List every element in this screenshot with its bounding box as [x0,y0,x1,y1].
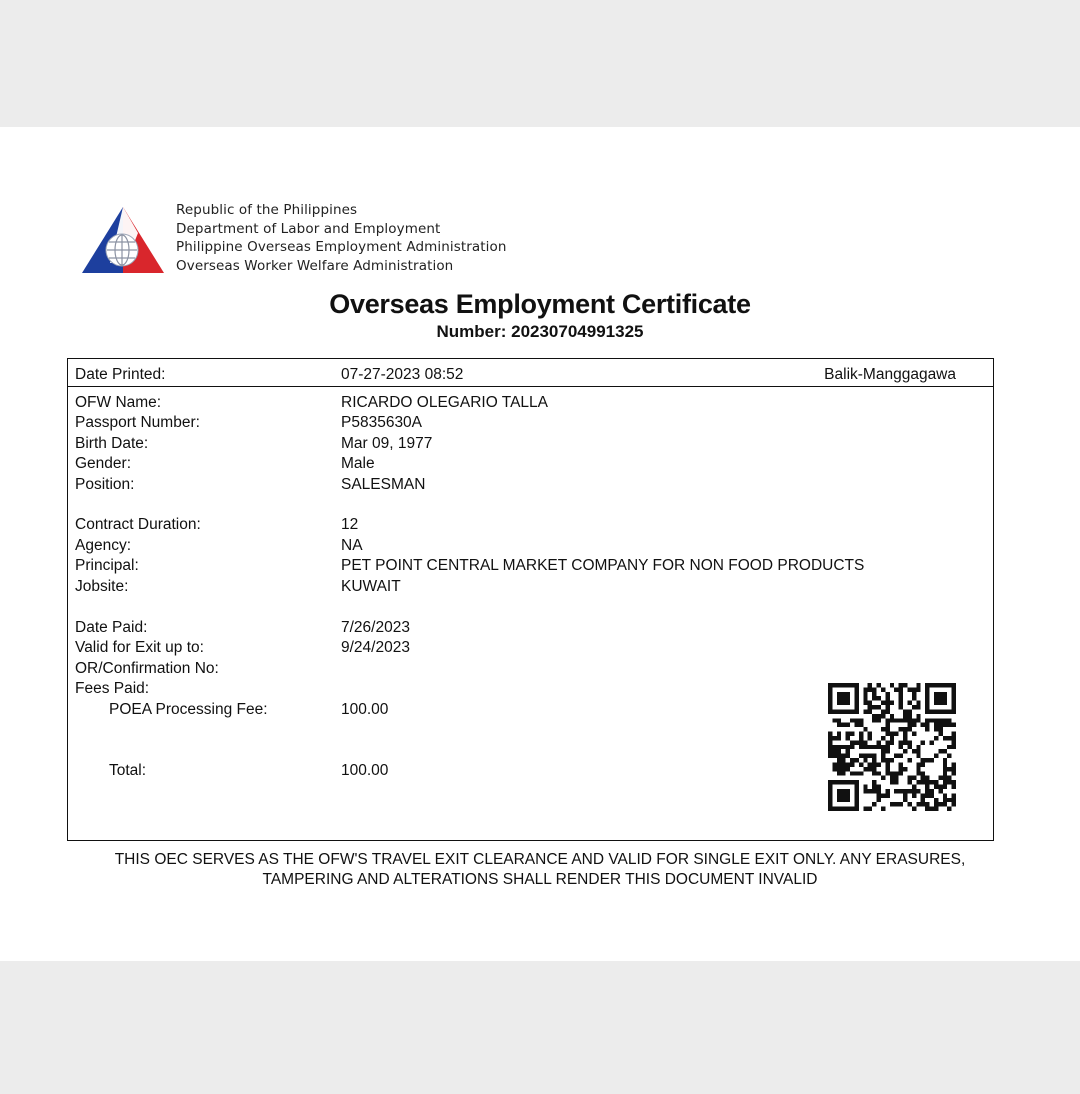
certificate-details-box [67,358,994,841]
field-value: PET POINT CENTRAL MARKET COMPANY FOR NON FOOD PRODUCTS [341,557,865,574]
field-label: POEA Processing Fee: [109,701,268,718]
agency-line: Philippine Overseas Employment Administration [176,239,507,255]
notice-line: TAMPERING AND ALTERATIONS SHALL RENDER THIS DOCUMENT INVALID [262,871,818,888]
field-label: Jobsite: [75,578,129,595]
validity-notice [60,850,1020,890]
field-row-jobsite [68,578,993,598]
field-value: NA [341,537,363,554]
field-value: 100.00 [341,701,389,718]
field-label: Position: [75,476,135,493]
field-row-agency [68,537,993,557]
field-label: Principal: [75,557,139,574]
field-value: 7/26/2023 [341,619,410,636]
field-row-ofw-name [68,394,993,414]
field-value: Mar 09, 1977 [341,435,433,452]
certificate-number: Number: 20230704991325 [436,322,644,341]
field-value: 100.00 [341,762,389,779]
field-label: Contract Duration: [75,516,201,533]
field-label: Agency: [75,537,132,554]
field-row-or-confirmation [68,660,993,680]
date-printed-label: Date Printed: [75,366,166,383]
field-label: Gender: [75,455,132,472]
field-row-passport [68,414,993,434]
field-row-position [68,476,993,496]
field-row-valid-exit [68,639,993,659]
agency-line: Department of Labor and Employment [176,220,441,237]
field-row-principal [68,557,993,577]
field-label: Passport Number: [75,414,200,431]
field-label: Valid for Exit up to: [75,639,204,656]
field-value: P5835630A [341,414,423,431]
field-row-date-paid [68,619,993,639]
field-value: SALESMAN [341,476,426,493]
field-label: Date Paid: [75,619,148,636]
field-value: KUWAIT [341,578,401,595]
field-label: OFW Name: [75,394,162,411]
agency-line: Republic of the Philippines [176,202,358,218]
field-row-birth-date [68,435,993,455]
field-row-contract-duration [68,516,993,536]
field-label: Birth Date: [75,435,149,452]
agency-line: Overseas Worker Welfare Administration [176,257,454,274]
field-label: Total: [109,762,147,779]
date-printed-value: 07-27-2023 08:52 [341,366,464,383]
field-label: OR/Confirmation No: [75,660,219,677]
qr-code-icon [828,683,956,811]
field-row-gender [68,455,993,475]
field-value: 9/24/2023 [341,639,410,656]
worker-category: Balik-Manggagawa [824,366,956,383]
field-label: Fees Paid: [75,680,150,697]
dole-logo-icon [80,205,166,275]
certificate-title: Overseas Employment Certificate [329,289,751,319]
field-value: RICARDO OLEGARIO TALLA [341,394,549,411]
notice-line: THIS OEC SERVES AS THE OFW'S TRAVEL EXIT CLEARANCE AND VALID FOR SINGLE EXIT ONLY. ANY ERASURES, [114,851,966,868]
field-value: 12 [341,516,359,533]
date-printed-row [68,359,993,387]
agency-header-lines [176,201,507,275]
field-value: Male [341,455,375,472]
certificate-page [0,127,1080,961]
